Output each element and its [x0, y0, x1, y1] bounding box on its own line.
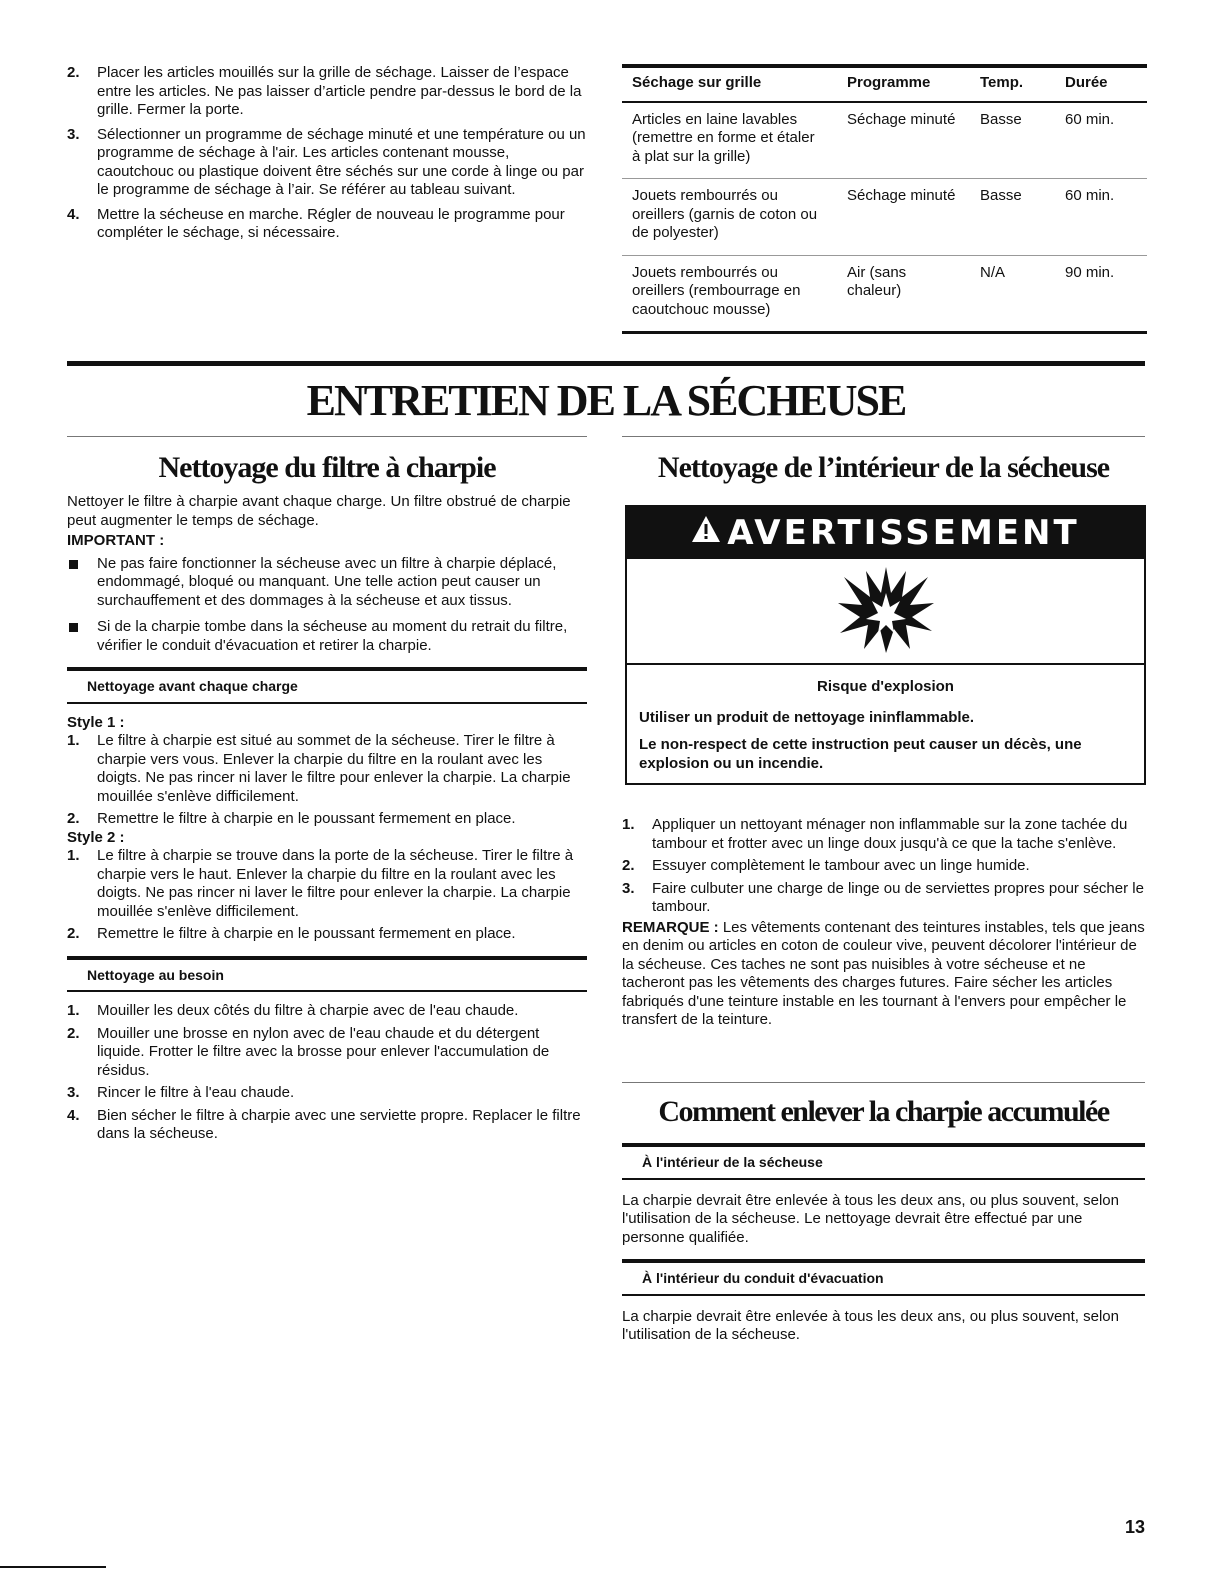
- style-label: Style 1 :: [67, 713, 125, 731]
- page-number: 13: [1124, 1517, 1145, 1537]
- list-item: [67, 1002, 587, 1021]
- table-cell: Jouets rembourrés ou oreillers (garnis de coton ou de polyester): [622, 179, 837, 256]
- step-text: Essuyer complètement le tambour avec un linge humide.: [652, 857, 1030, 874]
- remarque-label: REMARQUE :: [622, 918, 719, 936]
- explosion-icon: [836, 563, 936, 659]
- bullet-text: Si de la charpie tombe dans la sécheuse au moment du retrait du filtre, vérifier le conduit d'évacuation et retirer la charpie.: [97, 618, 568, 654]
- interior-steps: [622, 816, 1145, 917]
- style-label: Style 2 :: [67, 828, 125, 846]
- table-row: [622, 255, 1147, 333]
- lint-paragraph: La charpie devrait être enlevée à tous les deux ans, ou plus souvent, selon l'utilisation de la sécheuse. Le nettoyage devrait être effectué par une personne qualifiée.: [622, 1191, 1119, 1246]
- drying-table: [622, 64, 1147, 334]
- need-steps: [67, 1002, 587, 1144]
- step-text: Bien sécher le filtre à charpie avec une serviette propre. Replacer le filtre dans la sécheuse.: [97, 1106, 581, 1142]
- table-cell: Basse: [970, 102, 1055, 179]
- list-item: [67, 555, 587, 611]
- subsection-header: À l'intérieur du conduit d'évacuation: [622, 1259, 1145, 1296]
- table-row: [622, 102, 1147, 179]
- warning-risk: Risque d'explosion: [817, 678, 954, 695]
- list-item: [67, 618, 587, 655]
- table-cell: Séchage minuté: [837, 179, 970, 256]
- important-list: [67, 555, 587, 656]
- list-item: [67, 1025, 587, 1081]
- table-row: [622, 179, 1147, 256]
- step-number: 2.: [67, 925, 80, 942]
- step-text: Appliquer un nettoyant ménager non inflammable sur la zone tachée du tambour et frotter avec un linge doux jusqu'à ce que la tache s'enlève.: [652, 816, 1128, 852]
- table-header-row: [622, 66, 1147, 102]
- table-header: Programme: [837, 66, 970, 102]
- table-cell: Articles en laine lavables (remettre en forme et étaler à plat sur la grille): [622, 102, 837, 179]
- list-item: [67, 847, 587, 921]
- table-cell: Basse: [970, 179, 1055, 256]
- subsection-header: Nettoyage avant chaque charge: [67, 667, 587, 704]
- list-item: [622, 816, 1145, 853]
- step-text: Mouiller les deux côtés du filtre à charpie avec de l'eau chaude.: [97, 1002, 519, 1019]
- step-number: 1.: [67, 732, 80, 749]
- list-item: [67, 1107, 587, 1144]
- bullet-icon: [69, 623, 78, 632]
- warning-box: [625, 505, 1146, 785]
- right-heading-rule: [622, 436, 1145, 437]
- table-cell: 60 min.: [1055, 179, 1147, 256]
- list-item: [67, 732, 587, 806]
- step-number: 4.: [67, 205, 80, 223]
- section-heading: Comment enlever la charpie accumulée: [658, 1095, 1109, 1128]
- section-heading: Nettoyage du filtre à charpie: [158, 451, 496, 484]
- right-column: [622, 816, 1145, 1030]
- step-number: 3.: [67, 1084, 80, 1101]
- step-number: 2.: [67, 64, 80, 81]
- warning-line: Le non-respect de cette instruction peut causer un décès, une explosion ou un incendie.: [639, 736, 1082, 772]
- remarque-paragraph: [622, 919, 1145, 1030]
- subsection-header: Nettoyage au besoin: [67, 956, 587, 993]
- step-number: 1.: [67, 1002, 80, 1019]
- table-cell: N/A: [970, 255, 1055, 333]
- step-number: 3.: [67, 125, 80, 143]
- warning-line: Utiliser un produit de nettoyage ininflammable.: [639, 709, 975, 726]
- bullet-text: Ne pas faire fonctionner la sécheuse avec un filtre à charpie déplacé, endommagé, bloqué ou manquant. Une telle action peut causer un surchauffement et des dommages à la sécheuse et aux tissus.: [97, 554, 557, 609]
- list-item: [67, 64, 587, 120]
- table-cell: Air (sans chaleur): [837, 255, 970, 333]
- step-number: 2.: [622, 857, 635, 874]
- table-cell: 90 min.: [1055, 255, 1147, 333]
- step-text: Rincer le filtre à l'eau chaude.: [97, 1084, 295, 1101]
- list-item: [67, 1084, 587, 1103]
- page-title: ENTRETIEN DE LA SÉCHEUSE: [306, 376, 906, 425]
- step-text: Remettre le filtre à charpie en le poussant fermement en place.: [97, 925, 516, 942]
- left-heading-rule: [67, 436, 587, 437]
- lint-removal: [622, 1143, 1145, 1345]
- step-text: Placer les articles mouillés sur la grille de séchage. Laisser de l’espace entre les articles. Ne pas laisser d’article pendre par-dessus le bord de la grille. Fermer la porte.: [97, 64, 582, 118]
- step-number: 1.: [622, 816, 635, 833]
- table-header: Temp.: [970, 66, 1055, 102]
- list-item: [67, 206, 587, 243]
- style2-steps: [67, 847, 587, 944]
- table-header: Durée: [1055, 66, 1147, 102]
- table-header: Séchage sur grille: [622, 66, 837, 102]
- heading2-rule: [622, 1082, 1145, 1083]
- warning-icon-area: [627, 559, 1144, 665]
- list-item: [622, 880, 1145, 917]
- step-text: Remettre le filtre à charpie en le poussant fermement en place.: [97, 810, 516, 827]
- list-item: [622, 857, 1145, 876]
- step-text: Mouiller une brosse en nylon avec de l'eau chaude et du détergent liquide. Frotter le filtre avec la brosse pour enlever l'accumulation de résidus.: [97, 1024, 550, 1079]
- warning-text: [627, 665, 1144, 783]
- list-item: [67, 925, 587, 944]
- step-number: 1.: [67, 847, 80, 864]
- section-heading: Nettoyage de l’intérieur de la sécheuse: [657, 451, 1110, 484]
- list-item: [67, 126, 587, 200]
- step-text: Le filtre à charpie se trouve dans la porte de la sécheuse. Tirer le filtre à charpie vers le haut. Enlever la charpie du filtre en la roulant avec les doigts. Ne pas rincer ni laver le filtre pour enlever la charpie. La charpie mouillée s'enlève difficilement.: [97, 847, 574, 920]
- footer-mark: [0, 1566, 106, 1568]
- bullet-icon: [69, 560, 78, 569]
- step-text: Mettre la sécheuse en marche. Régler de nouveau le programme pour compléter le séchage, si nécessaire.: [97, 205, 565, 241]
- warning-title: AVERTISSEMENT: [727, 513, 1080, 553]
- step-text: Sélectionner un programme de séchage minuté et une température ou un programme de séchage à l'air. Les articles contenant mousse, caoutchouc ou plastique doivent être séchés sur une corde à linge ou par le programme de séchage à l’air. Se référer au tableau suivant.: [97, 125, 586, 198]
- important-label: IMPORTANT :: [67, 532, 165, 549]
- warning-header: [627, 507, 1144, 559]
- subsection-header: À l'intérieur de la sécheuse: [622, 1143, 1145, 1180]
- style1-steps: [67, 732, 587, 829]
- intro-steps: [67, 64, 587, 243]
- left-column: [67, 493, 587, 1144]
- drying-table-wrapper: [622, 64, 1147, 334]
- step-number: 2.: [67, 810, 80, 827]
- step-text: Le filtre à charpie est situé au sommet de la sécheuse. Tirer le filtre à charpie vers vous. Enlever la charpie du filtre en la roulant avec les doigts. Ne pas rincer ni laver le filtre pour enlever la charpie. La charpie mouillée s'enlève difficilement.: [97, 732, 571, 805]
- list-item: [67, 810, 587, 829]
- warning-triangle-icon: [691, 506, 721, 558]
- step-number: 4.: [67, 1106, 80, 1124]
- title-top-rule: [67, 361, 1145, 366]
- remarque-text: Les vêtements contenant des teintures instables, tels que jeans en denim ou articles en coton de couleur vive, peuvent décolorer l'intérieur de la sécheuse. Ces taches ne sont pas nuisibles à votre sécheuse et ne tacheront pas les vêtements des charges futures. Faire sécher les articles fabriqués d'une teinture instable en les tournant à l'envers pour empêcher le transfert de la teinture.: [622, 918, 1145, 1028]
- step-number: 2.: [67, 1024, 80, 1042]
- table-cell: Séchage minuté: [837, 102, 970, 179]
- table-cell: 60 min.: [1055, 102, 1147, 179]
- intro-paragraph: Nettoyer le filtre à charpie avant chaque charge. Un filtre obstrué de charpie peut augmenter le temps de séchage.: [67, 493, 571, 529]
- table-cell: Jouets rembourrés ou oreillers (rembourrage en caoutchouc mousse): [622, 255, 837, 333]
- step-text: Faire culbuter une charge de linge ou de serviettes propres pour sécher le tambour.: [652, 879, 1144, 915]
- step-number: 3.: [622, 879, 635, 897]
- lint-paragraph: La charpie devrait être enlevée à tous les deux ans, ou plus souvent, selon l'utilisation de la sécheuse.: [622, 1307, 1119, 1343]
